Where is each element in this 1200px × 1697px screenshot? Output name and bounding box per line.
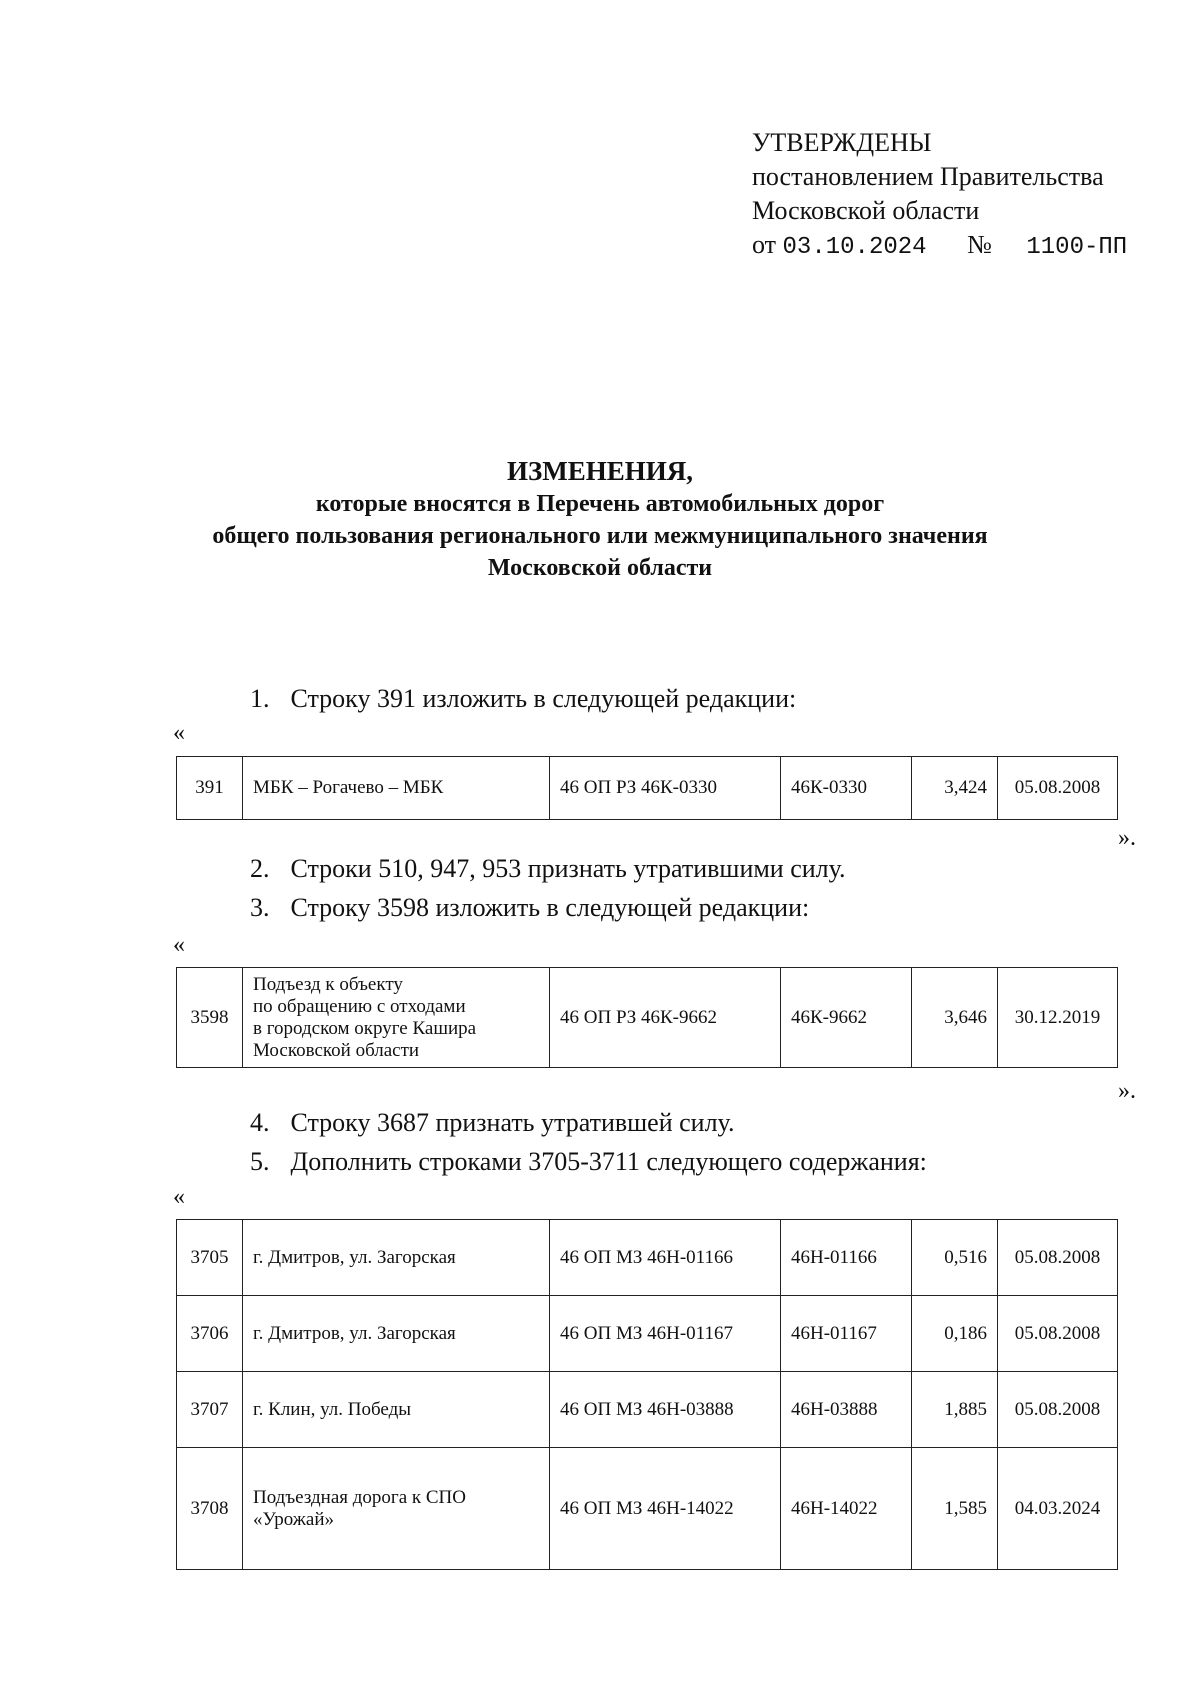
item-text: Строку 391 изложить в следующей редакции: [290, 684, 797, 713]
road-id: 46 ОП МЗ 46Н-03888 [550, 1372, 781, 1448]
quote-close: ». [1118, 1078, 1136, 1104]
table-row [177, 968, 1118, 1068]
document-heading [0, 454, 1200, 584]
table-row [177, 757, 1118, 820]
heading-line-2: общего пользования регионального или межмуниципального значения [212, 523, 988, 549]
item-3 [250, 893, 809, 923]
table-row [177, 1372, 1118, 1448]
road-code: 46Н-01166 [781, 1220, 912, 1296]
item-number: 2. [250, 854, 270, 883]
number-sign: № [967, 230, 992, 259]
item-1 [250, 684, 796, 714]
road-code: 46Н-03888 [781, 1372, 912, 1448]
decree-number: 1100-ПП [1026, 234, 1128, 261]
item-text: Строку 3598 изложить в следующей редакции: [290, 893, 810, 922]
table-row [177, 1296, 1118, 1372]
item-2 [250, 854, 846, 884]
row-number: 391 [177, 757, 243, 820]
road-id: 46 ОП МЗ 46Н-01166 [550, 1220, 781, 1296]
item-text: Дополнить строками 3705-3711 следующего содержания: [290, 1147, 927, 1176]
road-length: 1,885 [912, 1372, 998, 1448]
table-row-3598 [176, 967, 1118, 1068]
road-id: 46 ОП РЗ 46К-9662 [550, 968, 781, 1068]
item-text: Строку 3687 признать утратившей силу. [290, 1108, 735, 1137]
road-date: 05.08.2008 [998, 1372, 1118, 1448]
quote-open: « [173, 1184, 185, 1210]
road-name-line: по обращению с отходами [253, 995, 466, 1017]
item-4 [250, 1108, 734, 1138]
road-name [243, 968, 550, 1068]
road-date: 05.08.2008 [998, 757, 1118, 820]
item-number: 3. [250, 893, 270, 922]
road-id: 46 ОП МЗ 46Н-14022 [550, 1448, 781, 1570]
road-name-line: в городском округе Кашира [253, 1017, 477, 1039]
road-name: МБК – Рогачево – МБК [243, 757, 550, 820]
road-date: 30.12.2019 [998, 968, 1118, 1068]
item-number: 4. [250, 1108, 270, 1137]
decree-date: 03.10.2024 [782, 234, 927, 261]
road-date: 04.03.2024 [998, 1448, 1118, 1570]
row-number: 3598 [177, 968, 243, 1068]
quote-open: « [173, 720, 185, 746]
road-name: г. Дмитров, ул. Загорская [243, 1220, 550, 1296]
road-code: 46Н-14022 [781, 1448, 912, 1570]
approval-date-line [752, 228, 1127, 265]
road-code: 46К-9662 [781, 968, 912, 1068]
row-number: 3705 [177, 1220, 243, 1296]
item-number: 1. [250, 684, 270, 713]
table-row [177, 1448, 1118, 1570]
road-name: г. Клин, ул. Победы [243, 1372, 550, 1448]
item-5 [250, 1147, 927, 1177]
road-name-line: Московской области [253, 1039, 420, 1061]
table-row [177, 1220, 1118, 1296]
road-name: г. Дмитров, ул. Загорская [243, 1296, 550, 1372]
item-number: 5. [250, 1147, 270, 1176]
heading-line-3: Московской области [487, 555, 713, 581]
road-length: 0,516 [912, 1220, 998, 1296]
road-date: 05.08.2008 [998, 1296, 1118, 1372]
road-length: 3,646 [912, 968, 998, 1068]
from-label: от [752, 230, 777, 259]
quote-open: « [173, 932, 185, 958]
heading-line-1: которые вносятся в Перечень автомобильных дорог [315, 491, 885, 517]
row-number: 3707 [177, 1372, 243, 1448]
road-name-line: Подъезд к объекту [253, 973, 403, 995]
road-code: 46К-0330 [781, 757, 912, 820]
heading-title: ИЗМЕНЕНИЯ, [506, 456, 693, 486]
approval-line-2: Московской области [752, 196, 980, 225]
item-text: Строки 510, 947, 953 признать утратившими силу. [290, 854, 846, 883]
road-length: 3,424 [912, 757, 998, 820]
approval-line-1: постановлением Правительства [752, 162, 1104, 191]
table-rows-3705-3711 [176, 1219, 1118, 1570]
approval-title: УТВЕРЖДЕНЫ [752, 128, 932, 157]
row-number: 3708 [177, 1448, 243, 1570]
row-number: 3706 [177, 1296, 243, 1372]
road-date: 05.08.2008 [998, 1220, 1118, 1296]
road-length: 0,186 [912, 1296, 998, 1372]
table-row-391 [176, 756, 1118, 820]
road-code: 46Н-01167 [781, 1296, 912, 1372]
road-name: Подъездная дорога к СПО «Урожай» [243, 1448, 550, 1570]
approval-block [752, 126, 1127, 265]
road-length: 1,585 [912, 1448, 998, 1570]
road-id: 46 ОП РЗ 46К-0330 [550, 757, 781, 820]
quote-close: ». [1118, 825, 1136, 851]
road-id: 46 ОП МЗ 46Н-01167 [550, 1296, 781, 1372]
